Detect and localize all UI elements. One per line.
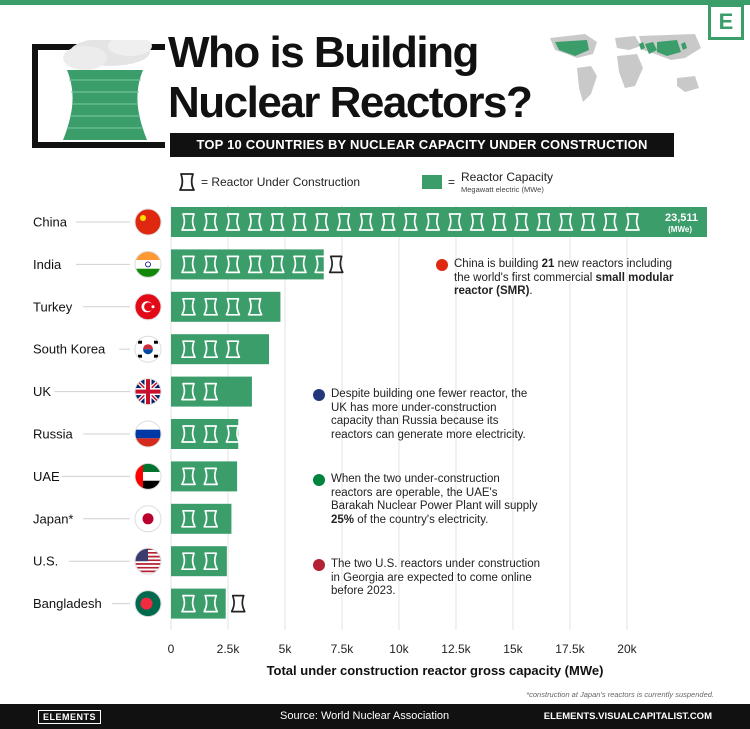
footnote: *construction at Japan's reactors is currently suspended. (526, 690, 714, 699)
data-label-unit: (MWe) (668, 225, 692, 234)
footer-brand: ELEMENTS (38, 710, 101, 724)
us-flag-icon (313, 559, 325, 571)
x-tick-label: 17.5k (555, 642, 585, 656)
uk-flag-icon (313, 389, 325, 401)
bar (171, 249, 324, 279)
china-flag-icon (436, 259, 448, 271)
uk-note: Despite building one fewer reactor, the UK has more under-construction capacity than Russia because its reactors can generate more electricity. (331, 388, 541, 442)
bar (171, 546, 227, 576)
china-note: China is building 21 new reactors including the world's first commercial small modular reactor (SMR). (454, 258, 684, 299)
chart-subtitle: TOP 10 COUNTRIES BY NUCLEAR CAPACITY UNDER CONSTRUCTION (170, 133, 674, 157)
uae-note: When the two under-construction reactors are operable, the UAE's Barakah Nuclear Power Plant will supply 25% of the country's electricity. (331, 473, 541, 527)
footer-url[interactable]: ELEMENTS.VISUALCAPITALIST.COM (543, 711, 712, 722)
x-tick-label: 5k (278, 642, 292, 656)
reactor-icon (337, 256, 350, 272)
footer (0, 704, 750, 729)
bar (171, 504, 231, 534)
bar (171, 377, 252, 407)
category-label: China (33, 214, 67, 230)
legend-capacity-eq: = (448, 175, 456, 189)
category-label: South Korea (33, 341, 106, 357)
elements-logo: E (708, 4, 744, 40)
bar (171, 334, 269, 364)
x-axis-label: Total under construction reactor gross capacity (MWe) (266, 663, 604, 678)
bar (171, 292, 280, 322)
category-label: UAE (33, 468, 60, 484)
page-title: Who is Building Nuclear Reactors? (168, 28, 532, 127)
x-tick-label: 0 (167, 642, 175, 656)
data-label: 23,511 (664, 212, 698, 224)
category-label: Turkey (33, 299, 73, 315)
category-label: India (33, 256, 62, 272)
us-note: The two U.S. reactors under construction in Georgia are expected to come online before 2023. (331, 558, 541, 599)
reactor-icon (330, 256, 343, 272)
x-tick-label: 2.5k (216, 642, 240, 656)
reactor-icon (232, 596, 245, 612)
uae-flag-icon (313, 474, 325, 486)
x-tick-label: 10k (389, 642, 409, 656)
legend-capacity-title: Reactor Capacity (461, 170, 554, 184)
x-tick-label: 15k (503, 642, 523, 656)
category-label: Japan* (33, 511, 74, 527)
bar (171, 461, 237, 491)
category-label: U.S. (33, 553, 59, 569)
category-label: UK (33, 384, 52, 400)
x-tick-label: 12.5k (441, 642, 471, 656)
bar (171, 589, 226, 619)
x-tick-label: 7.5k (330, 642, 354, 656)
legend-capacity-sub: Megawatt electric (MWe) (461, 185, 544, 194)
footer-source: Source: World Nuclear Association (280, 710, 450, 722)
legend-reactor-label: = Reactor Under Construction (201, 175, 361, 189)
x-tick-label: 20k (617, 642, 637, 656)
category-label: Russia (33, 426, 73, 442)
category-label: Bangladesh (33, 596, 102, 612)
